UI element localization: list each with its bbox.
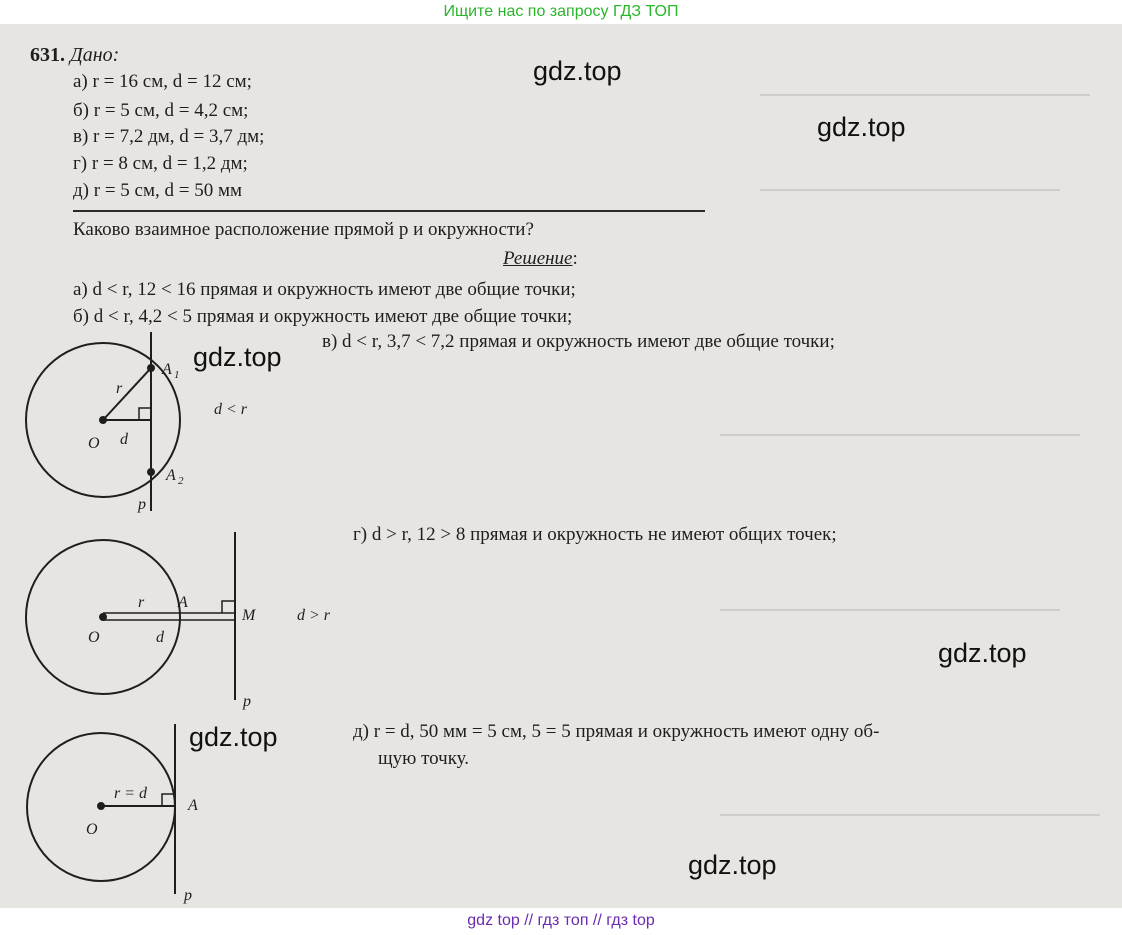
fig3-label-p: p bbox=[184, 887, 192, 904]
fig1-relation: d < r bbox=[214, 401, 248, 418]
answer-g: г) d > r, 12 > 8 прямая и окружность не имеют общих точек; bbox=[353, 524, 837, 545]
watermark: gdz.top bbox=[688, 850, 777, 880]
figure-secant bbox=[26, 332, 180, 511]
fig2-label-r: r bbox=[138, 594, 145, 611]
fig1-label-d: d bbox=[120, 431, 128, 448]
given-case-d: д) r = 5 см, d = 50 мм bbox=[73, 180, 243, 201]
center-point-3 bbox=[98, 803, 104, 809]
point-a1 bbox=[148, 365, 154, 371]
fig2-label-m: M bbox=[242, 607, 256, 624]
point-a2 bbox=[148, 469, 154, 475]
answer-b: б) d < r, 4,2 < 5 прямая и окружность имеют две общие точки; bbox=[73, 306, 573, 327]
figure-tangent bbox=[27, 724, 175, 894]
question-text: Каково взаимное расположение прямой p и окружности? bbox=[73, 219, 534, 240]
geometry-figures bbox=[0, 24, 1122, 908]
problem-header: 631. Дано: bbox=[30, 44, 120, 66]
watermark: gdz.top bbox=[189, 722, 278, 752]
given-case-v: в) r = 7,2 дм, d = 3,7 дм; bbox=[73, 126, 265, 147]
fig2-relation: d > r bbox=[297, 607, 331, 624]
center-point-1 bbox=[100, 417, 106, 423]
radius-r-1 bbox=[103, 368, 151, 420]
fig2-label-o: O bbox=[88, 629, 100, 646]
fig3-label-r-eq-d: r = d bbox=[114, 785, 148, 802]
solution-title: Решение bbox=[503, 248, 573, 269]
problem-number: 631 bbox=[30, 44, 60, 66]
fig3-label-o: O bbox=[86, 821, 98, 838]
fig2-label-p: p bbox=[243, 693, 251, 710]
fig1-label-o: O bbox=[88, 435, 100, 452]
bottom-site-link[interactable]: gdz top // гдз топ // гдз top bbox=[467, 912, 655, 929]
fig2-label-d: d bbox=[156, 629, 164, 646]
given-case-a: а) r = 16 см, d = 12 см; bbox=[73, 71, 252, 92]
watermark: gdz.top bbox=[938, 638, 1027, 668]
solution-colon: : bbox=[572, 248, 578, 269]
top-search-banner[interactable]: Ищите нас по запросу ГДЗ ТОП bbox=[443, 3, 679, 20]
right-angle-mark-3 bbox=[162, 794, 175, 806]
given-case-g: г) r = 8 см, d = 1,2 дм; bbox=[73, 153, 248, 174]
figure-no-intersection bbox=[26, 532, 235, 700]
answer-a: а) d < r, 12 < 16 прямая и окружность имеют две общие точки; bbox=[73, 279, 576, 300]
answer-d-line-2: щую точку. bbox=[378, 748, 470, 769]
given-label: Дано: bbox=[70, 44, 120, 66]
fig1-label-a1: A bbox=[162, 361, 172, 378]
watermark: gdz.top bbox=[817, 112, 906, 142]
right-angle-mark-2 bbox=[222, 601, 235, 613]
fig2-label-a: A bbox=[178, 594, 188, 611]
watermark: gdz.top bbox=[533, 56, 622, 86]
fig1-label-a2-sub: 2 bbox=[178, 475, 184, 487]
watermark: gdz.top bbox=[193, 342, 282, 372]
answer-v: в) d < r, 3,7 < 7,2 прямая и окружность имеют две общие точки; bbox=[322, 331, 835, 352]
answer-d-line-1: д) r = d, 50 мм = 5 см, 5 = 5 прямая и окружность имеют одну об- bbox=[353, 721, 880, 742]
fig1-label-p: p bbox=[138, 496, 146, 513]
textbook-page bbox=[0, 24, 1122, 908]
fig1-label-a1-sub: 1 bbox=[174, 369, 180, 381]
fig3-label-a: A bbox=[188, 797, 198, 814]
fig1-label-a2: A bbox=[166, 467, 176, 484]
fig1-label-r: r bbox=[116, 380, 123, 397]
right-angle-mark-1 bbox=[139, 408, 151, 420]
center-point-2 bbox=[100, 614, 106, 620]
given-case-b: б) r = 5 см, d = 4,2 см; bbox=[73, 100, 249, 121]
